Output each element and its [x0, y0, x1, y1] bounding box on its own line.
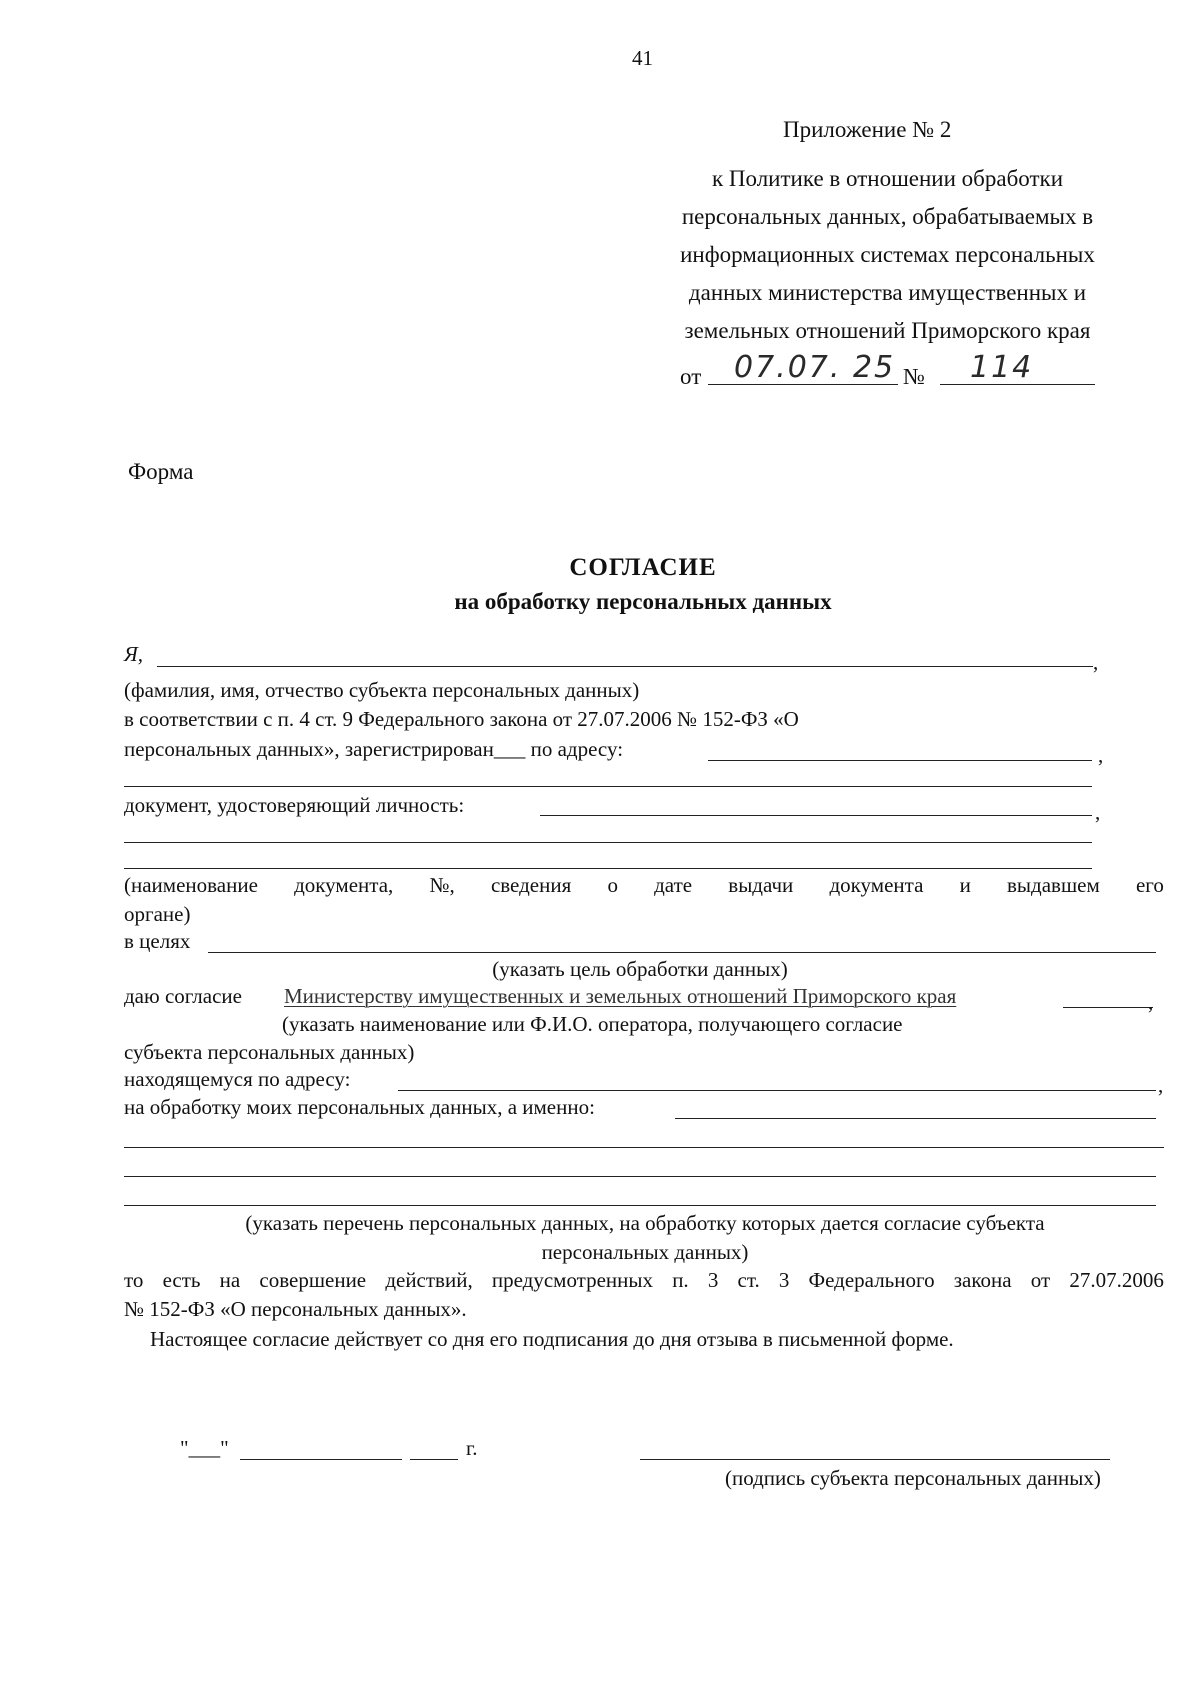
caption-word: выдачи — [728, 873, 794, 897]
actions-word: совершение — [259, 1268, 367, 1292]
data-list-field-continued[interactable] — [124, 1176, 1156, 1177]
actions-word: 27.07.2006 — [1069, 1268, 1164, 1292]
law-reference-line: в соответствии с п. 4 ст. 9 Федерального закона от 27.07.2006 № 152-ФЗ «О — [124, 707, 799, 731]
annex-line: персональных данных, обрабатываемых в — [681, 204, 1094, 229]
actions-word: 3 — [707, 1268, 719, 1292]
caption-word: и — [959, 873, 971, 897]
date-quotes[interactable]: "___" — [180, 1436, 229, 1460]
handwritten-date: 07.07. 25 — [734, 350, 896, 385]
actions-paragraph — [124, 1268, 1164, 1293]
operator-name-field[interactable]: Министерству имущественных и земельных отношений Приморского края — [284, 984, 957, 1008]
fio-field[interactable] — [157, 666, 1093, 667]
handwritten-number: 114 — [970, 350, 1034, 385]
caption-word: о — [607, 873, 618, 897]
address-field[interactable] — [708, 760, 1092, 761]
consent-label: даю согласие — [124, 984, 242, 1008]
caption-word: документа, — [294, 873, 394, 897]
actions-paragraph-tail: № 152-ФЗ «О персональных данных». — [124, 1297, 467, 1321]
date-year-field[interactable] — [410, 1459, 458, 1460]
ya-label: Я, — [124, 642, 144, 666]
caption-word: сведения — [490, 873, 572, 897]
processing-label: на обработку моих персональных данных, а именно: — [124, 1095, 595, 1119]
date-month-field[interactable] — [240, 1459, 402, 1460]
actions-word: Федерального — [808, 1268, 935, 1292]
caption-word: документа — [829, 873, 924, 897]
signature-caption: (подпись субъекта персональных данных) — [725, 1466, 1101, 1490]
document-title: СОГЛАСИЕ — [569, 554, 717, 581]
year-suffix: г. — [466, 1436, 478, 1460]
caption-word: дате — [654, 873, 693, 897]
operator-underline-tail — [1063, 1007, 1153, 1008]
operator-address-field[interactable] — [398, 1090, 1156, 1091]
address-label: находящемуся по адресу: — [124, 1067, 351, 1091]
document-caption — [124, 873, 1164, 898]
actions-word: предусмотренных — [491, 1268, 654, 1292]
id-document-field-continued[interactable] — [124, 868, 1092, 869]
address-field-continued[interactable] — [124, 786, 1092, 787]
comma: , — [1095, 800, 1101, 824]
fio-caption: (фамилия, имя, отчество субъекта персональных данных) — [124, 678, 640, 702]
annex-line: информационных системах персональных — [680, 242, 1095, 267]
operator-caption: (указать наименование или Ф.И.О. оператора, получающего согласие — [282, 1012, 903, 1036]
data-list-field[interactable] — [675, 1118, 1156, 1119]
data-list-caption-tail: персональных данных) — [541, 1240, 749, 1264]
comma: , — [1148, 990, 1154, 1014]
data-list-field-continued[interactable] — [124, 1147, 1164, 1148]
actions-word: ст. — [737, 1268, 760, 1292]
actions-word: то — [124, 1268, 144, 1292]
comma: , — [1098, 743, 1104, 767]
actions-word: действий, — [385, 1268, 473, 1292]
page-number: 41 — [632, 46, 653, 70]
date-prefix: от — [680, 364, 702, 389]
actions-word: на — [219, 1268, 241, 1292]
form-label: Форма — [128, 459, 194, 484]
actions-word: есть — [162, 1268, 201, 1292]
purpose-label: в целях — [124, 929, 191, 953]
comma: , — [1158, 1073, 1164, 1097]
signature-field[interactable] — [640, 1459, 1110, 1460]
annex-line: к Политике в отношении обработки — [711, 166, 1064, 191]
actions-word: 3 — [778, 1268, 790, 1292]
annex-line: данных министерства имущественных и — [688, 280, 1087, 305]
purpose-caption: (указать цель обработки данных) — [492, 957, 788, 981]
comma: , — [1093, 650, 1099, 674]
annex-title: Приложение № 2 — [783, 117, 952, 142]
data-list-field-continued[interactable] — [124, 1205, 1156, 1206]
operator-caption-tail: субъекта персональных данных) — [124, 1040, 415, 1064]
data-list-caption: (указать перечень персональных данных, на обработку которых дается согласие субъекта — [245, 1211, 1045, 1235]
document-subtitle: на обработку персональных данных — [454, 589, 832, 614]
annex-subtitle — [620, 160, 1155, 350]
caption-word: №, — [429, 873, 455, 897]
annex-line: земельных отношений Приморского края — [684, 318, 1091, 343]
caption-word: выдавшем — [1007, 873, 1100, 897]
actions-word: закона — [953, 1268, 1012, 1292]
purpose-field[interactable] — [208, 952, 1156, 953]
validity-paragraph: Настоящее согласие действует со дня его подписания до дня отзыва в письменной форме. — [150, 1327, 954, 1351]
actions-word: п. — [672, 1268, 689, 1292]
registered-label: персональных данных», зарегистрирован___ по адресу: — [124, 737, 624, 761]
id-document-field-continued[interactable] — [124, 842, 1092, 843]
id-document-label: документ, удостоверяющий личность: — [124, 793, 465, 817]
id-document-field[interactable] — [540, 815, 1092, 816]
number-prefix: № — [903, 364, 925, 389]
caption-word: (наименование — [124, 873, 258, 897]
document-caption-tail: органе) — [124, 902, 191, 926]
actions-word: от — [1030, 1268, 1051, 1292]
caption-word: его — [1135, 873, 1164, 897]
